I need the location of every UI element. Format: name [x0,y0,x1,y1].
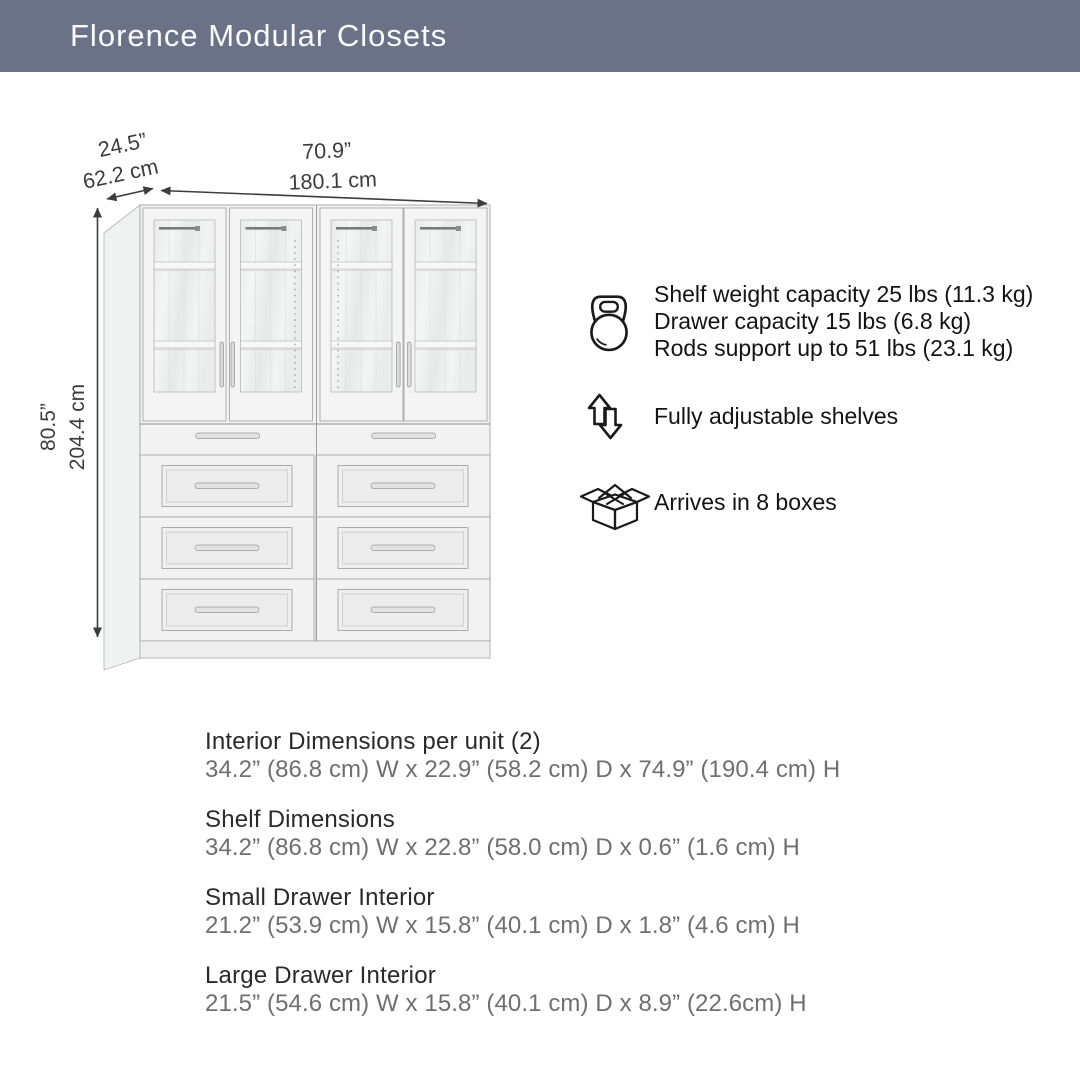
spec-shelf-dimensions [205,806,965,861]
width-cm-label: 180.1 cm [288,167,378,195]
spec-large-drawer-interior [205,962,965,1017]
spec-value: 21.5” (54.6 cm) W x 15.8” (40.1 cm) D x 8.9” (22.6cm) H [205,990,807,1017]
spec-heading: Large Drawer Interior [205,962,436,989]
closet-dimension-diagram [0,80,560,700]
feature-boxes-text [654,489,837,516]
adjustable-shelves-arrows-icon [578,383,654,449]
open-box-icon [578,471,654,533]
spec-heading: Small Drawer Interior [205,884,435,911]
spec-heading: Shelf Dimensions [205,806,395,833]
spec-list [205,728,965,1040]
spec-interior-dimensions [205,728,965,783]
spec-small-drawer-interior [205,884,965,939]
height-cm-label: 204.4 cm [66,383,89,471]
feature-line: Drawer capacity 15 lbs (6.8 kg) [654,307,972,334]
spec-heading: Interior Dimensions per unit (2) [205,728,541,755]
closet-illustration [104,205,490,670]
depth-cm-label: 62.2 cm [80,154,161,194]
height-inches-label: 80.5” [37,403,60,451]
depth-inches-label: 24.5” [96,128,150,162]
feature-line: Fully adjustable shelves [654,402,899,429]
kettlebell-icon [578,286,654,356]
width-inches-label: 70.9” [301,138,352,164]
feature-line: Rods support up to 51 lbs (23.1 kg) [654,334,1014,361]
depth-dimension-arrow [107,189,153,200]
feature-adjustable-shelves [578,382,898,450]
feature-weight-capacity [578,280,1034,361]
header-bar [0,0,1080,72]
feature-line: Shelf weight capacity 25 lbs (11.3 kg) [654,280,1034,307]
page-title: Florence Modular Closets [70,18,448,53]
feature-boxes [578,470,837,534]
spec-value: 21.2” (53.9 cm) W x 15.8” (40.1 cm) D x 1.8” (4.6 cm) H [205,912,800,939]
feature-adjustable-shelves-text [654,403,898,430]
spec-value: 34.2” (86.8 cm) W x 22.8” (58.0 cm) D x 0.6” (1.6 cm) H [205,834,800,861]
spec-value: 34.2” (86.8 cm) W x 22.9” (58.2 cm) D x 74.9” (190.4 cm) H [205,756,841,783]
feature-line: Arrives in 8 boxes [654,488,837,515]
feature-weight-capacity-text [654,281,1033,362]
